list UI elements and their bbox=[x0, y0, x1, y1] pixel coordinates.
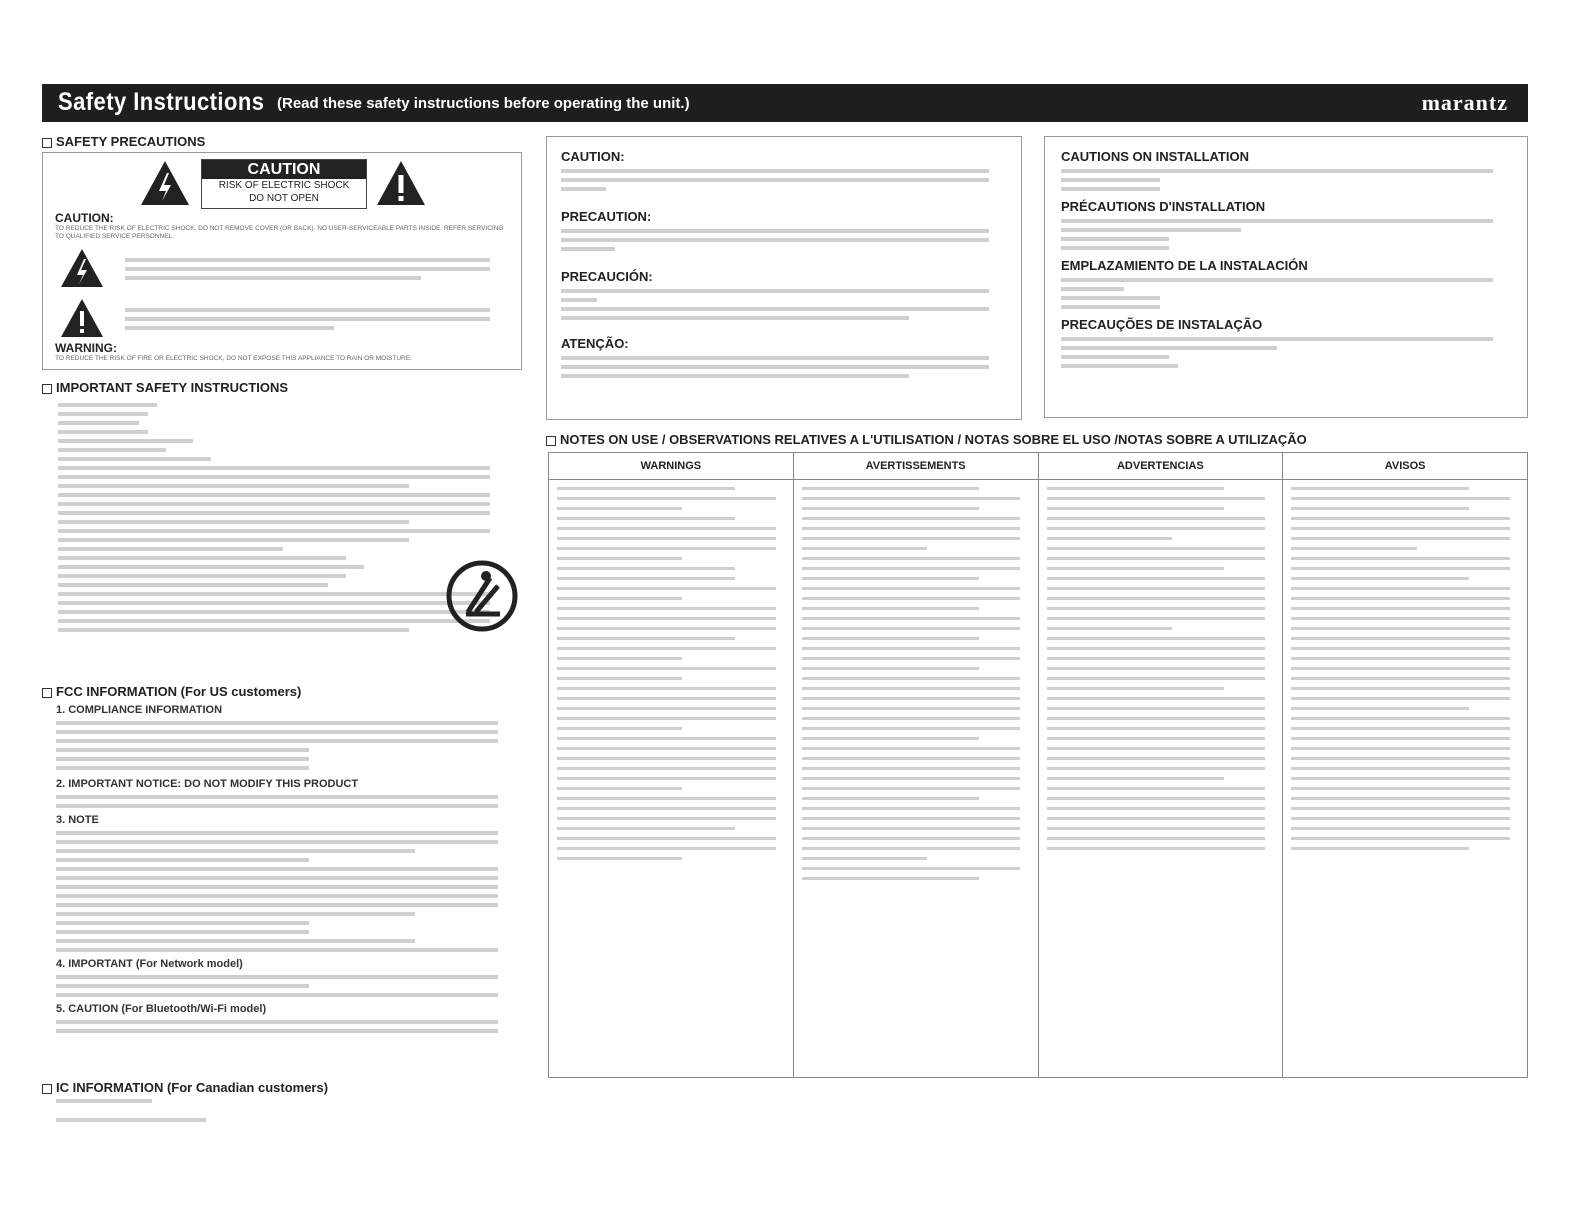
page-subtitle: (Read these safety instructions before operating the unit.) bbox=[277, 95, 690, 112]
lightning-symbol-icon bbox=[59, 247, 105, 289]
fcc-item-heading: 2. IMPORTANT NOTICE: DO NOT MODIFY THIS PRODUCT bbox=[56, 778, 359, 790]
caution-panel-heading: ATENÇÃO: bbox=[561, 336, 629, 351]
caution-text: TO REDUCE THE RISK OF ELECTRIC SHOCK, DO NOT REMOVE COVER (OR BACK). NO USER-SERVICEABLE PARTS INSIDE. REFER SERVICING TO QUALIFIED SERVICE PERSONNEL. bbox=[55, 225, 504, 240]
notes-column-advertencias bbox=[1038, 453, 1283, 1077]
safety-precautions-title: SAFETY PRECAUTIONS bbox=[42, 134, 205, 149]
do-not-open-text: DO NOT OPEN bbox=[249, 193, 319, 204]
ic-info-title: IC INFORMATION (For Canadian customers) bbox=[42, 1080, 328, 1095]
footer-fine-print bbox=[56, 1118, 206, 1122]
cart-warning-icon bbox=[446, 560, 518, 632]
installation-panel bbox=[1044, 136, 1528, 418]
important-safety-list bbox=[58, 398, 508, 637]
caution-panel-heading: PRECAUTION: bbox=[561, 209, 652, 224]
important-safety-title: IMPORTANT SAFETY INSTRUCTIONS bbox=[42, 380, 288, 395]
lightning-symbol-explanation bbox=[125, 253, 505, 285]
safety-precautions-panel bbox=[42, 152, 522, 370]
warning-text: TO REDUCE THE RISK OF FIRE OR ELECTRIC SHOCK, DO NOT EXPOSE THIS APPLIANCE TO RAIN OR MOISTURE. bbox=[55, 355, 412, 362]
caution-panel bbox=[546, 136, 1022, 420]
fcc-item-heading: 1. COMPLIANCE INFORMATION bbox=[56, 704, 223, 716]
notes-table bbox=[548, 452, 1528, 1078]
page-title: Safety Instructions bbox=[58, 88, 265, 116]
exclamation-symbol-explanation bbox=[125, 303, 505, 335]
fcc-info-title: FCC INFORMATION (For US customers) bbox=[42, 684, 301, 699]
fcc-item-heading: 3. NOTE bbox=[56, 814, 99, 826]
lightning-warning-icon bbox=[139, 159, 191, 207]
header-bar bbox=[42, 84, 1528, 122]
installation-heading: PRÉCAUTIONS D'INSTALLATION bbox=[1061, 199, 1266, 214]
installation-heading: CAUTIONS ON INSTALLATION bbox=[1061, 149, 1250, 164]
caution-panel-heading: CAUTION: bbox=[561, 149, 625, 164]
fcc-item-heading: 4. IMPORTANT (For Network model) bbox=[56, 958, 243, 970]
exclamation-symbol-icon bbox=[59, 297, 105, 339]
checkbox-bullet-icon bbox=[42, 384, 52, 394]
caution-label-box bbox=[201, 159, 367, 209]
notes-column-header: AVISOS bbox=[1283, 453, 1527, 480]
installation-heading: EMPLAZAMIENTO DE LA INSTALACIÓN bbox=[1061, 258, 1308, 273]
fcc-info-body bbox=[56, 700, 516, 1038]
checkbox-bullet-icon bbox=[42, 688, 52, 698]
installation-heading: PRECAUÇÕES DE INSTALAÇÃO bbox=[1061, 317, 1263, 332]
checkbox-bullet-icon bbox=[42, 138, 52, 148]
ic-info-body bbox=[56, 1094, 156, 1108]
notes-on-use-title: NOTES ON USE / OBSERVATIONS RELATIVES A L'UTILISATION / NOTAS SOBRE EL USO /NOTAS SOBRE A UTILIZAÇÃO bbox=[546, 432, 1307, 447]
exclamation-warning-icon bbox=[375, 159, 427, 207]
risk-of-shock-text: RISK OF ELECTRIC SHOCK bbox=[218, 180, 350, 191]
notes-column-header: AVERTISSEMENTS bbox=[794, 453, 1038, 480]
notes-column-avisos bbox=[1282, 453, 1527, 1077]
caution-header: CAUTION bbox=[202, 160, 366, 179]
notes-column-header: WARNINGS bbox=[549, 453, 793, 480]
notes-column-header: ADVERTENCIAS bbox=[1039, 453, 1283, 480]
checkbox-bullet-icon bbox=[42, 1084, 52, 1094]
brand-logo: marantz bbox=[1421, 90, 1508, 115]
caution-panel-heading: PRECAUCIÓN: bbox=[561, 269, 653, 284]
caution-heading: CAUTION: bbox=[55, 211, 114, 225]
warning-heading: WARNING: bbox=[55, 341, 117, 355]
fcc-item-heading: 5. CAUTION (For Bluetooth/Wi-Fi model) bbox=[56, 1003, 267, 1015]
notes-column-avertissements bbox=[793, 453, 1038, 1077]
notes-column-warnings bbox=[549, 453, 793, 1077]
checkbox-bullet-icon bbox=[546, 436, 556, 446]
